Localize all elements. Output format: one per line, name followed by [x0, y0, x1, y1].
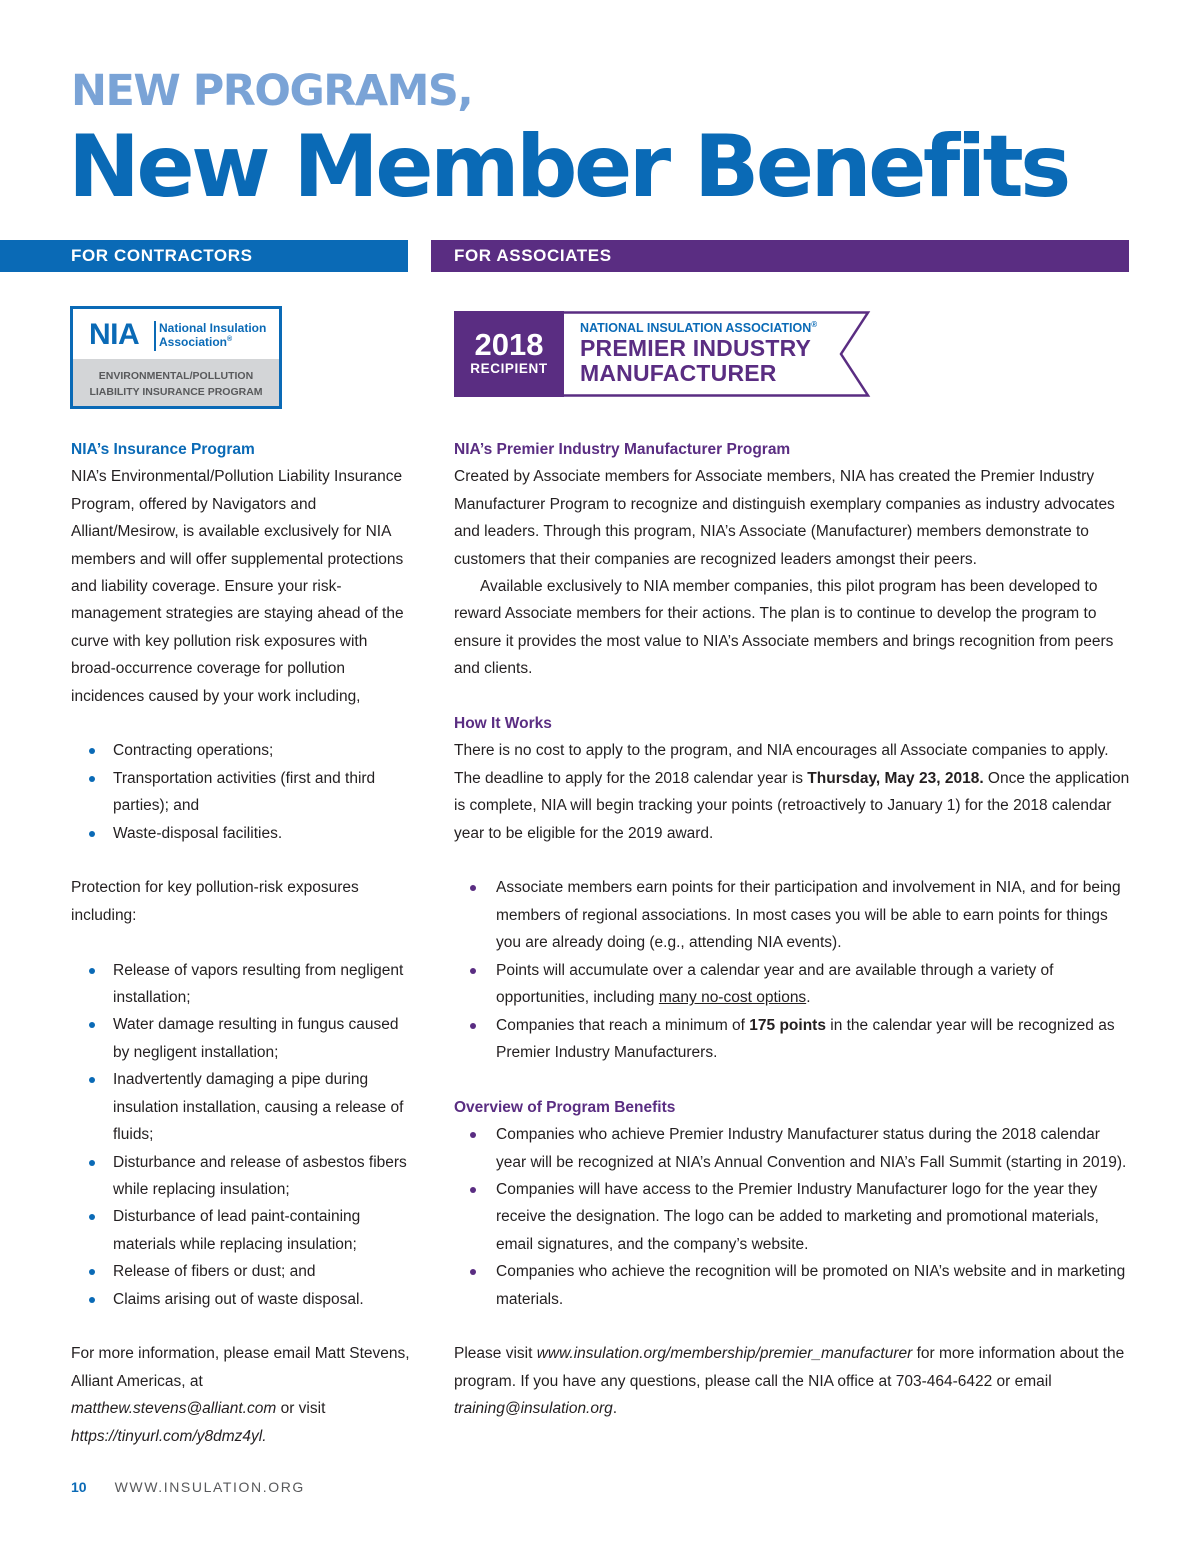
bullet-icon	[89, 1269, 95, 1275]
exposure-list	[71, 957, 411, 1313]
no-cost-options-link[interactable]: many no-cost options	[658, 989, 807, 1007]
badge-recipient: RECIPIENT	[470, 361, 548, 376]
program-url-link[interactable]: www.insulation.org/membership/premier_manufacturer	[536, 1345, 913, 1363]
list-item: Claims arising out of waste disposal.	[71, 1286, 411, 1313]
list-item: Transportation activities (first and third parties); and	[71, 765, 411, 820]
bullet-icon	[89, 1160, 95, 1166]
contact-email-link[interactable]: matthew.stevens@alliant.com	[71, 1400, 277, 1418]
bullet-icon	[470, 1187, 476, 1193]
bullet-icon	[470, 968, 476, 974]
list-item: Companies that reach a minimum of 175 points in the calendar year will be recognized as Premier Industry Manufacturers.	[454, 1012, 1134, 1067]
insurance-intro: NIA’s Environmental/Pollution Liability Insurance Program, offered by Navigators and Alliant/Mesirow, is available exclusively for NIA members and will offer supplemental protections and liability coverage. Ensure your risk-management strategies are staying ahead of the curve with key pollution risk exposures with broad-occurrence coverage for pollution incidences caused by your work including,	[71, 468, 404, 705]
page-title: New Member Benefits	[68, 117, 1068, 217]
overview-heading: Overview of Program Benefits	[454, 1098, 676, 1116]
badge-title	[580, 336, 811, 386]
bullet-icon	[89, 968, 95, 974]
premier-manufacturer-badge	[454, 311, 872, 397]
list-item: Disturbance of lead paint-containing materials while replacing insulation;	[71, 1203, 411, 1258]
bullet-icon	[89, 1077, 95, 1083]
work-list	[71, 737, 411, 847]
section-band-contractors: FOR CONTRACTORS	[0, 240, 408, 272]
badge-title-line-1: PREMIER INDUSTRY	[580, 335, 812, 361]
bullet-icon	[89, 748, 95, 754]
premier-paragraph-1: Created by Associate members for Associate members, NIA has created the Premier Industry Manufacturer Program to recognize and distinguish exemplary companies as industry advocates and leaders. Through this program, NIA’s Associate (Manufacturer) members demonstrate to customers that their companies are recognized leaders amongst their peers.	[454, 468, 1115, 568]
list-item: Inadvertently damaging a pipe during insulation installation, causing a release of fluids;	[71, 1066, 411, 1148]
list-item: Water damage resulting in fungus caused by negligent installation;	[71, 1011, 411, 1066]
benefits-list	[454, 1121, 1134, 1313]
list-item: Waste-disposal facilities.	[71, 820, 411, 847]
bullet-icon	[89, 776, 95, 782]
footer-url[interactable]: WWW.INSULATION.ORG	[114, 1479, 305, 1495]
contractors-column	[71, 436, 411, 1450]
list-item: Companies who achieve the recognition will be promoted on NIA’s website and in marketing materials.	[454, 1258, 1134, 1313]
points-list	[454, 874, 1134, 1066]
contact-url-link[interactable]: https://tinyurl.com/y8dmz4yl.	[71, 1427, 267, 1445]
badge-year: 2018	[474, 327, 544, 362]
insurance-heading: NIA’s Insurance Program	[71, 441, 255, 458]
badge-association: NATIONAL INSULATION ASSOCIATION®	[580, 320, 818, 336]
bullet-icon	[470, 1269, 476, 1275]
nia-logo-program	[73, 359, 279, 406]
bullet-icon	[470, 1132, 476, 1138]
list-item: Release of fibers or dust; and	[71, 1258, 411, 1285]
bullet-icon	[89, 1022, 95, 1028]
contact-text: For more information, please email Matt Stevens, Alliant Americas, at matthew.stevens@alliant.com or visit https://tinyurl.com/y8dmz4yl.	[71, 1345, 410, 1445]
nia-insurance-logo	[70, 306, 282, 409]
nia-logo-org: National Insulation Association®	[159, 321, 267, 349]
nia-logo-mark: NIA	[89, 318, 140, 351]
protection-text: Protection for key pollution-risk exposures including:	[71, 879, 359, 924]
list-item: Release of vapors resulting from negligent installation;	[71, 957, 411, 1012]
page-number: 10	[71, 1479, 87, 1495]
bullet-icon	[470, 885, 476, 891]
list-item: Contracting operations;	[71, 737, 411, 764]
badge-title-line-2: MANUFACTURER	[580, 360, 777, 386]
page-footer	[71, 1479, 305, 1495]
bullet-icon	[470, 1023, 476, 1029]
visit-paragraph: Please visit www.insulation.org/membership/premier_manufacturer for more information about the program. If you have any questions, please call the NIA office at 703-464-6422 or email training@insulation.org.	[454, 1345, 1125, 1418]
section-band-associates: FOR ASSOCIATES	[431, 240, 1129, 272]
program-line-2: LIABILITY INSURANCE PROGRAM	[89, 386, 263, 398]
how-heading: How It Works	[454, 715, 552, 733]
list-item: Companies who achieve Premier Industry Manufacturer status during the 2018 calendar year will be recognized at NIA’s Annual Convention and NIA’s Fall Summit (starting in 2019).	[454, 1121, 1134, 1176]
premier-paragraph-2: Available exclusively to NIA member companies, this pilot program has been developed to reward Associate members for their actions. The plan is to continue to develop the program to ensure it provides the most value to NIA’s Associate members and brings recognition from peers and clients.	[454, 578, 1114, 678]
list-item: Associate members earn points for their participation and involvement in NIA, and for being members of regional associations. In most cases you will be able to earn points for things you are already doing (e.g., attending NIA events).	[454, 874, 1134, 956]
logo-divider	[154, 321, 156, 351]
program-line-1: ENVIRONMENTAL/POLLUTION	[98, 370, 254, 382]
bullet-icon	[89, 831, 95, 837]
bullet-icon	[89, 1214, 95, 1220]
kicker-title: NEW PROGRAMS,	[71, 66, 473, 116]
list-item: Disturbance and release of asbestos fibers while replacing insulation;	[71, 1149, 411, 1204]
list-item: Companies will have access to the Premier Industry Manufacturer logo for the year they receive the designation. The logo can be added to marketing and promotional materials, email signatures, and the company’s website.	[454, 1176, 1134, 1258]
premier-heading: NIA’s Premier Industry Manufacturer Program	[454, 441, 791, 458]
associates-column	[454, 436, 1134, 1423]
training-email-link[interactable]: training@insulation.org	[454, 1400, 613, 1418]
list-item: Points will accumulate over a calendar year and are available through a variety of opportunities, including many no-cost options.	[454, 957, 1134, 1012]
how-paragraph: There is no cost to apply to the program, and NIA encourages all Associate companies to apply. The deadline to apply for the 2018 calendar year is Thursday, May 23, 2018. Once the application is complete, NIA will begin tracking your points (retroactively to January 1) for the 2018 calendar year to be eligible for the 2019 award.	[454, 742, 1130, 842]
bullet-icon	[89, 1297, 95, 1303]
